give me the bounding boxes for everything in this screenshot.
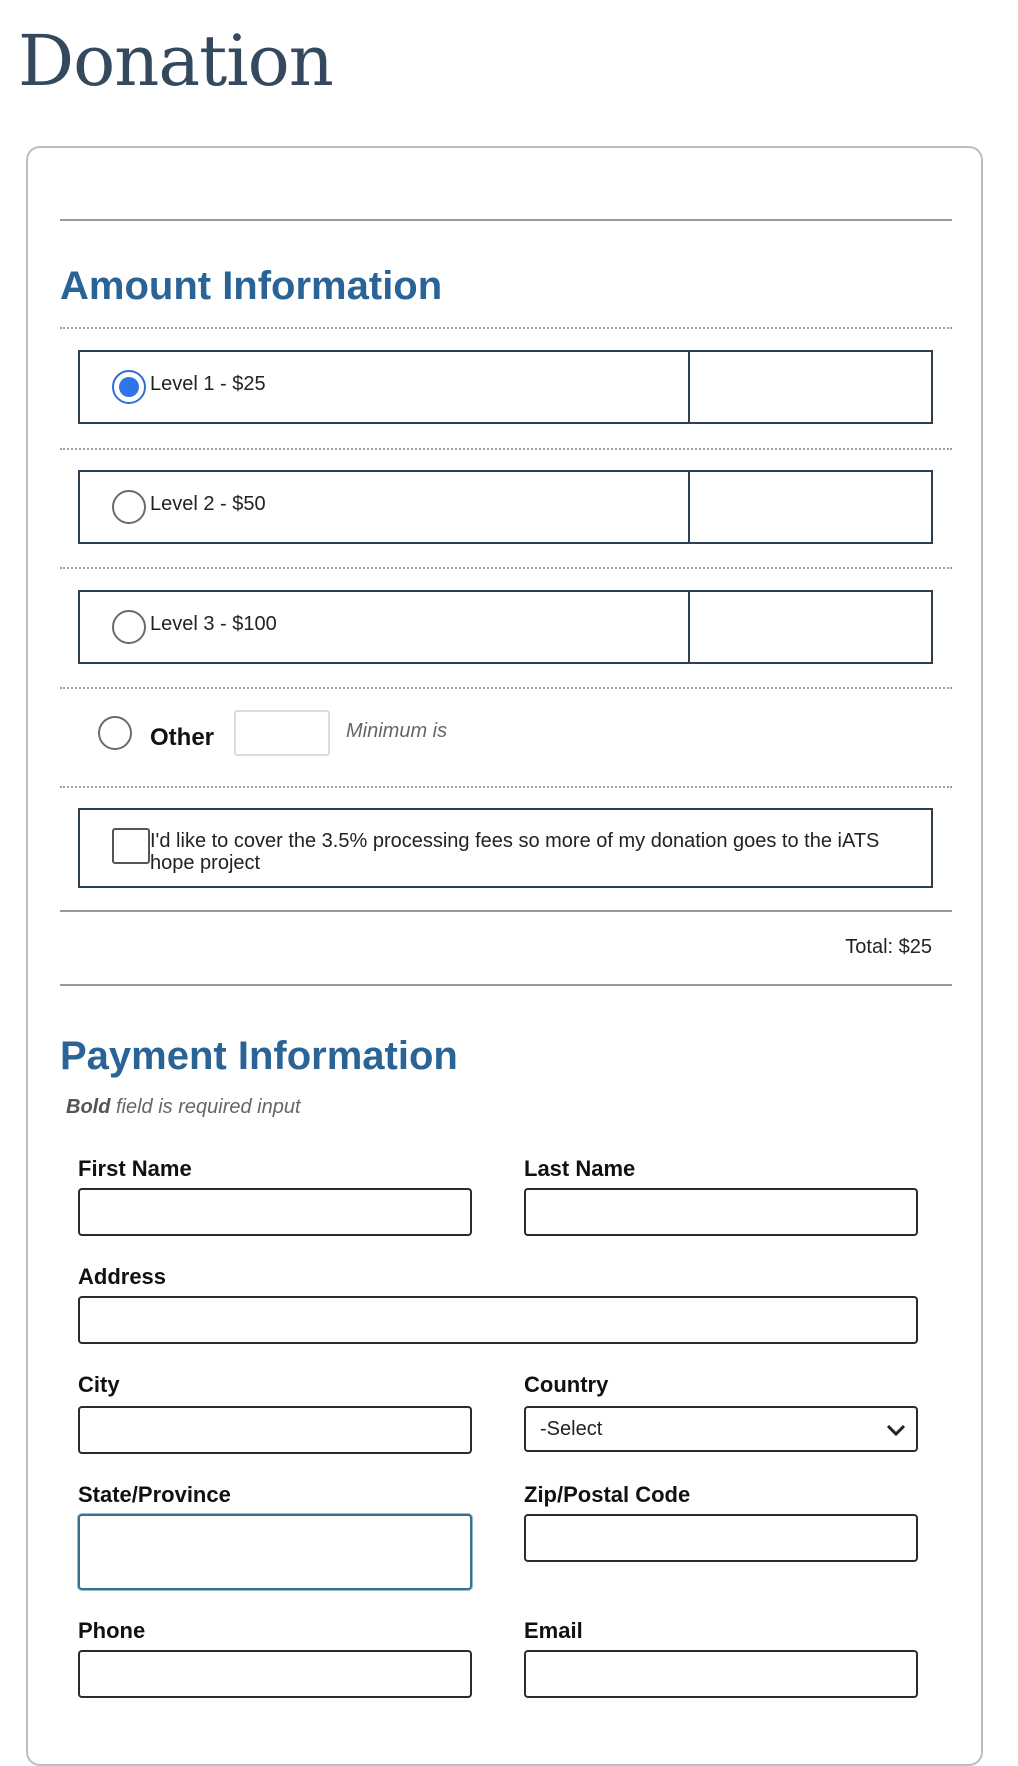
country-select-value: -Select bbox=[540, 1418, 603, 1440]
state-field[interactable] bbox=[78, 1514, 472, 1590]
other-amount-input[interactable] bbox=[234, 710, 330, 756]
city-field[interactable] bbox=[78, 1406, 472, 1454]
required-note-text: field is required input bbox=[110, 1096, 301, 1118]
last-name-field[interactable] bbox=[524, 1188, 918, 1236]
level-1-radio[interactable] bbox=[112, 370, 146, 404]
country-label: Country bbox=[524, 1372, 609, 1397]
level-1-label: Level 1 - $25 bbox=[150, 373, 266, 395]
state-label: State/Province bbox=[78, 1482, 231, 1507]
payment-section-heading: Payment Information bbox=[60, 1034, 458, 1078]
level-1-column-divider bbox=[688, 352, 690, 422]
dotted-divider bbox=[60, 567, 952, 569]
required-field-note bbox=[66, 1096, 301, 1119]
page-title: Donation bbox=[18, 20, 333, 102]
zip-field[interactable] bbox=[524, 1514, 918, 1562]
phone-label: Phone bbox=[78, 1618, 146, 1643]
divider bbox=[60, 984, 952, 986]
amount-section-heading: Amount Information bbox=[60, 264, 443, 308]
donation-total: Total: $25 bbox=[845, 936, 932, 958]
minimum-note: Minimum is bbox=[346, 720, 448, 742]
dotted-divider bbox=[60, 786, 952, 788]
divider bbox=[60, 219, 952, 221]
divider bbox=[60, 910, 952, 912]
processing-fee-checkbox[interactable] bbox=[112, 828, 150, 864]
level-3-radio[interactable] bbox=[112, 610, 146, 644]
city-label: City bbox=[78, 1372, 120, 1397]
other-amount-radio[interactable] bbox=[98, 716, 132, 750]
level-option-1[interactable] bbox=[78, 350, 933, 424]
required-note-bold: Bold bbox=[66, 1096, 111, 1118]
level-2-column-divider bbox=[688, 472, 690, 542]
address-label: Address bbox=[78, 1264, 167, 1289]
level-option-2[interactable] bbox=[78, 470, 933, 544]
first-name-label: First Name bbox=[78, 1156, 192, 1181]
level-2-label: Level 2 - $50 bbox=[150, 493, 266, 515]
address-field[interactable] bbox=[78, 1296, 918, 1344]
level-3-column-divider bbox=[688, 592, 690, 662]
processing-fee-option[interactable] bbox=[78, 808, 933, 888]
level-3-label: Level 3 - $100 bbox=[150, 613, 277, 635]
email-label: Email bbox=[524, 1618, 583, 1643]
level-2-radio[interactable] bbox=[112, 490, 146, 524]
level-option-3[interactable] bbox=[78, 590, 933, 664]
zip-label: Zip/Postal Code bbox=[524, 1482, 691, 1507]
other-amount-label: Other bbox=[150, 724, 215, 751]
phone-field[interactable] bbox=[78, 1650, 472, 1698]
country-select[interactable] bbox=[524, 1406, 918, 1452]
dotted-divider bbox=[60, 687, 952, 689]
chevron-down-icon bbox=[884, 1418, 908, 1442]
first-name-field[interactable] bbox=[78, 1188, 472, 1236]
email-field[interactable] bbox=[524, 1650, 918, 1698]
processing-fee-label: I'd like to cover the 3.5% processing fees so more of my donation goes to the iATS hope project bbox=[150, 830, 880, 874]
dotted-divider bbox=[60, 448, 952, 450]
dotted-divider bbox=[60, 327, 952, 329]
last-name-label: Last Name bbox=[524, 1156, 636, 1181]
